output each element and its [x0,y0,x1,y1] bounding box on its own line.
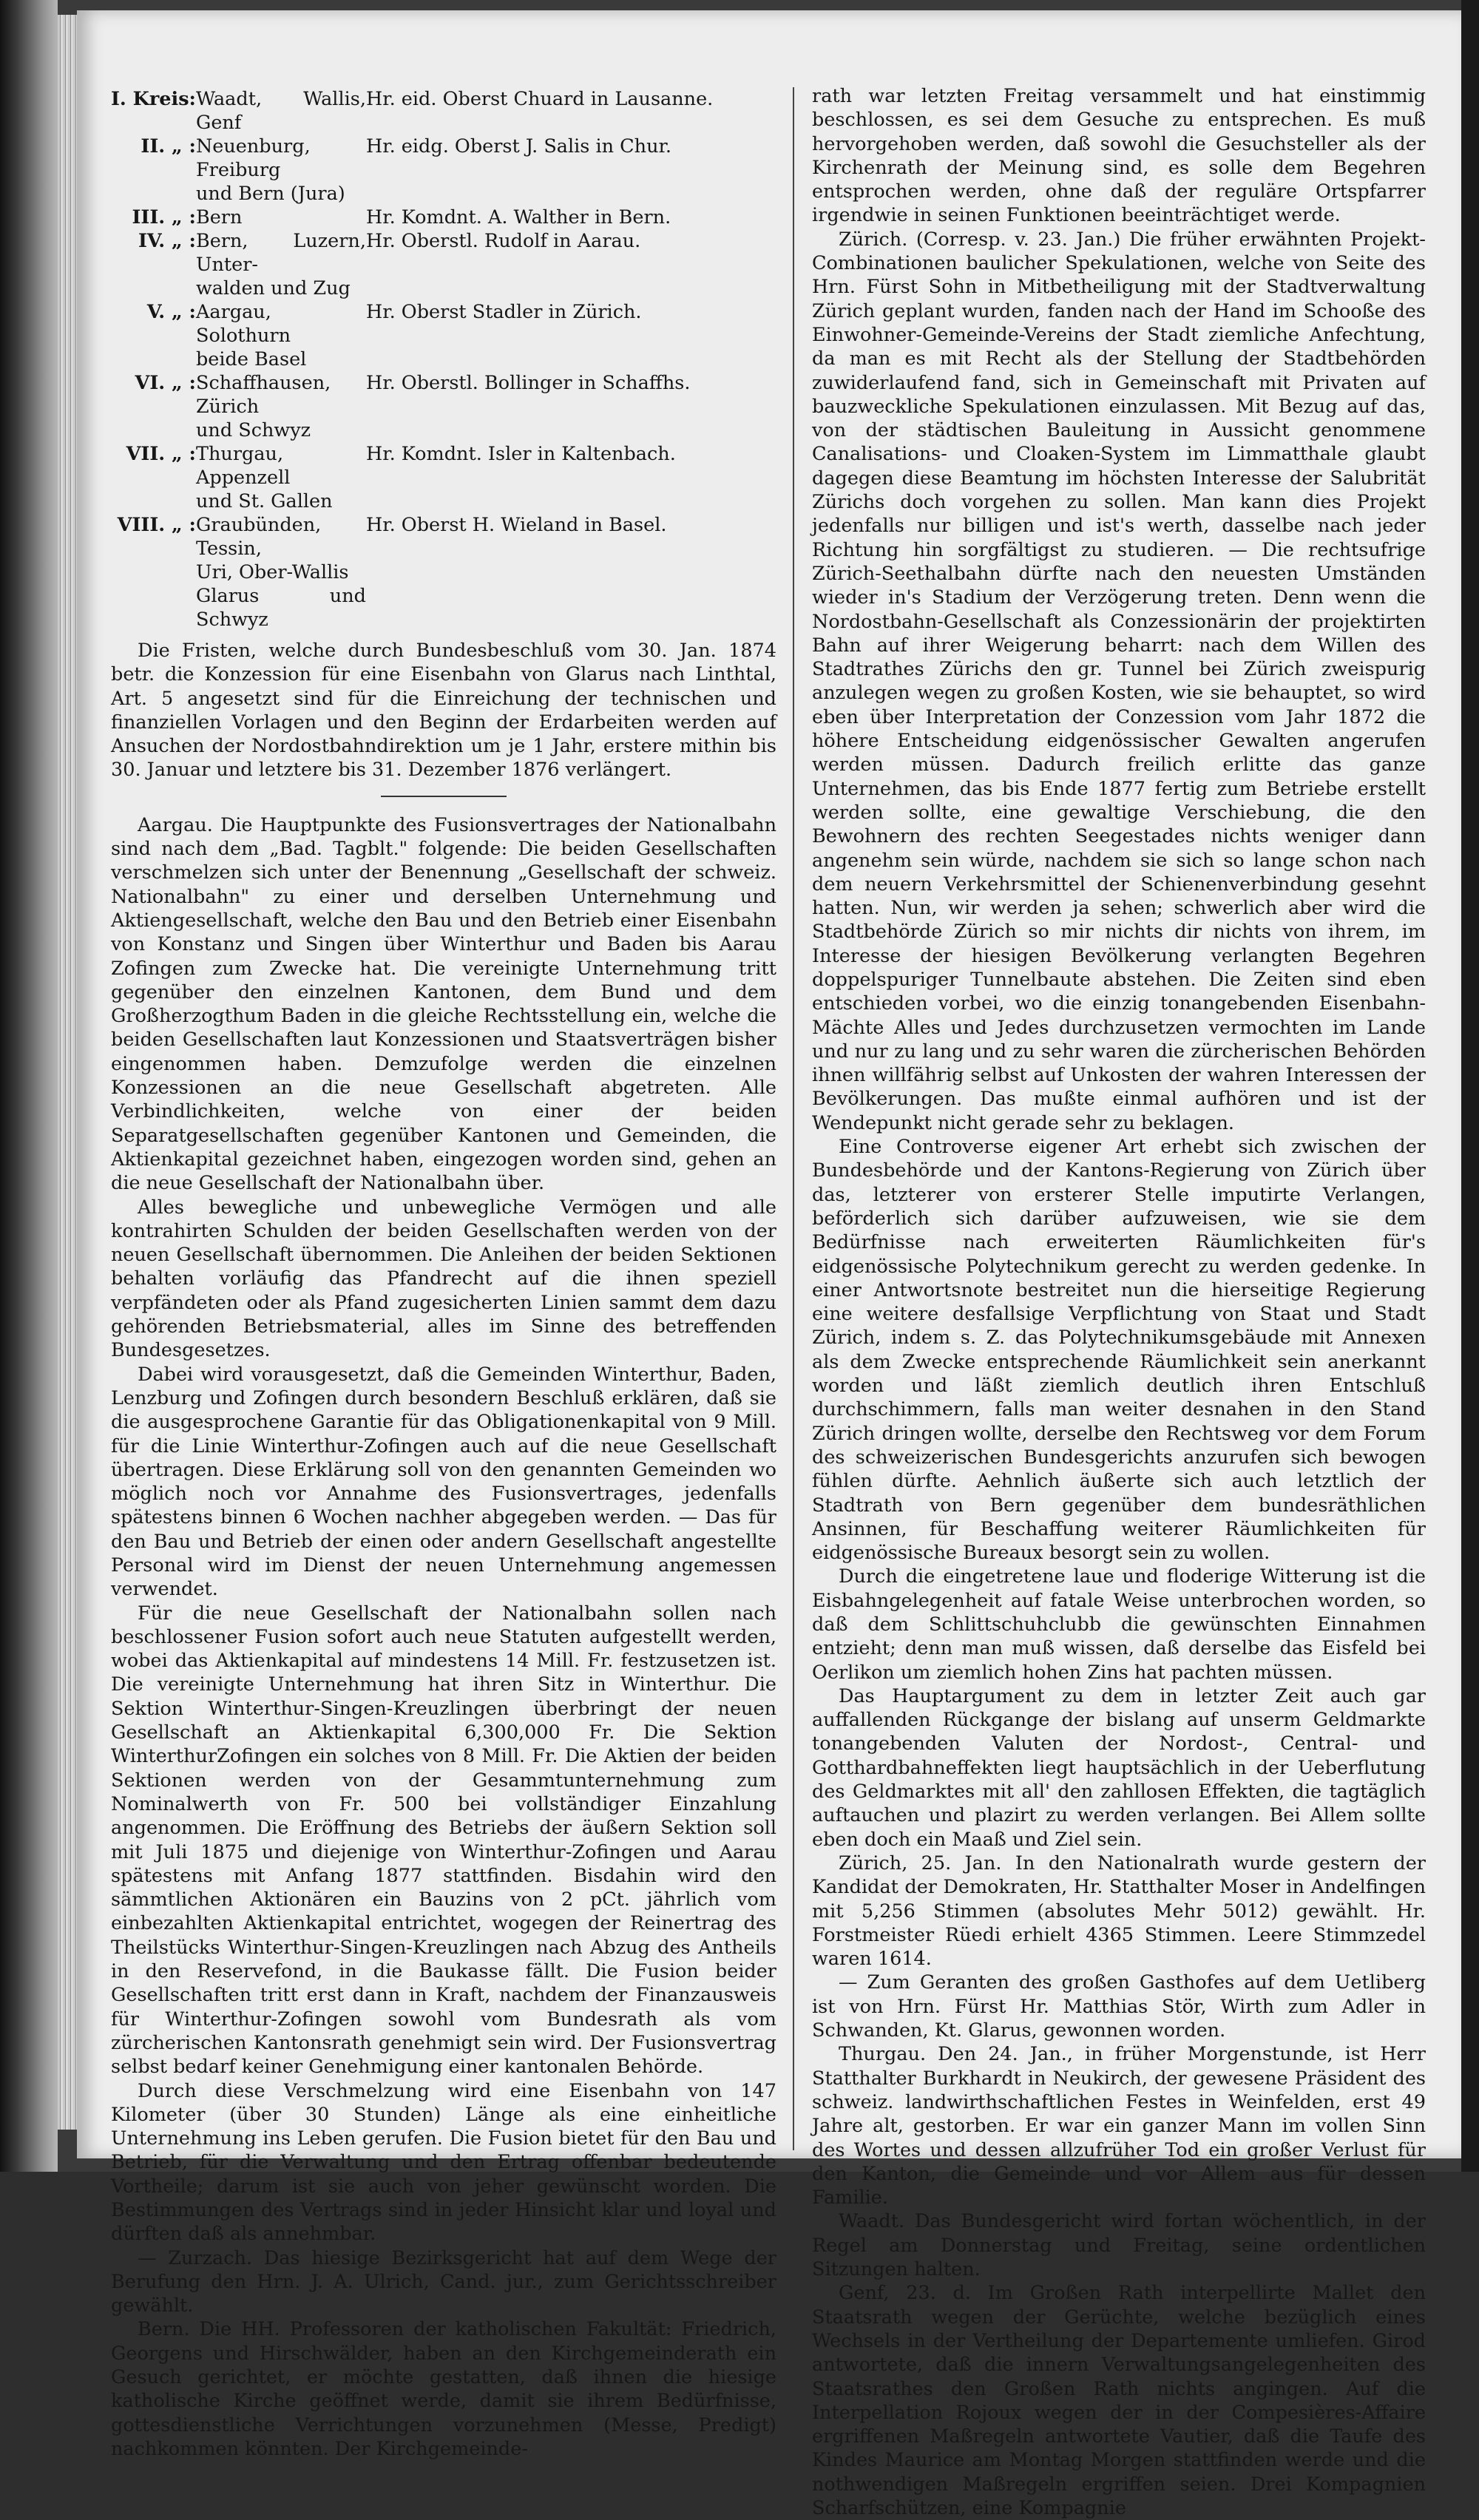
kreis-row [111,87,776,135]
article-paragraph: rath war letzten Freitag versammelt und hat einstimmig beschlossen, es sei dem Gesuche zu entsprechen. Es muß hervorgehoben werden, daß sowohl die Gesuchsteller als der Kirchenrath der Meinung sind, es solle dem Begehren entsprochen werden, ohne daß der reguläre Ortspfarrer irgendwie in seinen Funktionen beeinträchtiget werde. [812,85,1426,227]
kreis-row [111,206,776,229]
left-column [111,87,776,2461]
article-paragraph: Zürich. (Corresp. v. 23. Jan.) Die früher erwähnten Projekt-Combinationen baulicher Spekulationen, welche von Seite des Hrn. Fürst Sohn in Mitbetheiligung mit der Stadtverwaltung Zürich geplant wurden, fanden nach der Hand im Schooße des Einwohner-Gemeinde-Vereins der Stadt ziemliche Anfechtung, da man es mit Recht als der Stellung der Stadtbehörden zuwiderlaufend fand, sich in Gemeinschaft mit Privaten auf bauzweckliche Spekulationen einzulassen. Mit Bezug auf das, von der städtischen Bauleitung in Aussicht genommene Canalisations- und Cloaken-System im Limmatthale glaubt dagegen diese Beamtung im höchsten Interesse der Salubrität Zürichs doch vorgehen zu sollen. Man kann dies Projekt jedenfalls nur billigen und ist's werth, dasselbe nach jeder Richtung hin sorgfältigst zu studieren. — Die rechtsufrige Zürich-Seethalbahn dürfte nach den neuesten Umständen wieder in's Stadium der Verzögerung treten. Denn wenn die Nordostbahn-Gesellschaft als Conzessionärin der projektirten Bahn auf ihrer Weigerung beharrt: nach dem Willen des Stadtrathes Zürichs den gr. Tunnel bei Zürich zweispurig anzulegen wegen zu großen Kosten, wie sie behauptet, so wird eben über Interpretation der Conzession vom Jahr 1872 die höhere Entscheidung eidgenössischer Gewalten angerufen werden müssen. Dadurch freilich erlitte das ganze Unternehmen, das bis Ende 1877 fertig zum Betriebe erstellt werden sollte, eine gewaltige Verschiebung, die den Bewohnern des rechten Seegestades nichts weniger dann angenehm sein würde, nachdem sie sich so lange schon nach dem neuern Verkehrsmittel der Schienenverbindung gesehnt hatten. Nun, wir werden ja sehen; schwerlich aber wird die Stadtbehörde Zürich so mir nichts dir nichts von ihrem, im Interesse der hiesigen Bevölkerung verlangten Begehren doppelspuriger Tunnelbaute abstehen. Die Zeiten sind eben entschieden vorbei, wo die einzig tonangebenden Eisenbahn-Mächte Alles und Jedes durchzusetzen vermochten im Lande und nur zu lang und zu sehr waren die zürcherischen Behörden ihnen willfährig selbst auf Unkosten der wahren Interessen der Bevölkerungen. Das mußte einmal aufhören und ist der Wendepunkt nicht gerade sehr zu beklagen. [812,228,1426,1134]
kreis-officer: Hr. eidg. Oberst J. Salis in Chur. [365,135,672,158]
article-paragraph: Für die neue Gesellschaft der Nationalbahn sollen nach beschlossener Fusion sofort auch neue Statuten aufgestellt werden, wobei das Aktienkapital auf mindestens 14 Mill. Fr. festzusetzen ist. Die vereinigte Unternehmung hat ihren Sitz in Winterthur. Die Sektion Winterthur-Singen-Kreuzlingen überbringt der neuen Gesellschaft an Aktienkapital 6,300,000 Fr. Die Sektion WinterthurZofingen ein solches von 8 Mill. Fr. Die Aktien der beiden Sektionen werden von der Gesammtunternehmung zum Nominalwerth von Fr. 500 bei vollständiger Einzahlung angenommen. Die Eröffnung des Betriebs der äußern Sektion soll mit Juli 1875 und diejenige von Winterthur-Zofingen und Aarau spätestens mit Anfang 1877 stattfinden. Bisdahin wird den sämmtlichen Aktionären ein Bauzins von 2 pCt. jährlich vom einbezahlten Aktienkapital entrichtet, wogegen der Reinertrag des Theilstücks Winterthur-Singen-Kreuzlingen nach Abzug des Antheils in den Reservefond, in die Baukasse fällt. Die Fusion beider Gesellschaften tritt erst dann in Kraft, nachdem der Finanzausweis für Winterthur-Zofingen sowohl vom Bundesrath als vom zürcherischen Kantonsrath genehmigt sein wird. Der Fusionsvertrag selbst bedarf keiner Genehmigung einer kantonalen Behörde. [111,1602,776,2079]
kreis-row [111,135,776,206]
article-paragraph: Waadt. Das Bundesgericht wird fortan wöchentlich, in der Regel am Donnerstag und Freitag, seine ordentlichen Sitzungen halten. [812,2210,1426,2281]
article-paragraph: Alles bewegliche und unbewegliche Vermögen und alle kontrahirten Schulden der beiden Gesellschaften werden von der neuen Gesellschaft übernommen. Die Anleihen der beiden Sektionen behalten vorläufig das Pfandrecht auf die ihnen speziell verpfändeten oder als Pfand zugesicherten Linien sammt dem dazu gehörenden Betriebsmaterial, alles im Sinne des betreffenden Bundesgesetzes. [111,1196,776,1362]
scan-right-edge [1461,0,1479,2172]
right-column [812,84,1426,2520]
kreis-row [111,300,776,371]
article-paragraph: Das Hauptargument zu dem in letzter Zeit auch gar auffallenden Rückgange der bislang auf unserm Geldmarkte tonangebenden Valuten der Nordost-, Central- und Gotthardbahneffekten liegt hauptsächlich in der Ueberflutung des Geldmarktes mit all' den zahllosen Effekten, die tagtäglich auftauchen und plazirt zu werden verlangen. Bei Allem sollte eben doch ein Maaß und Ziel sein. [812,1684,1426,1851]
article-paragraph: Durch die eingetretene laue und floderige Witterung ist die Eisbahngelegenheit auf fatale Weise unterbrochen worden, so daß dem Schlittschuhclubb die gewünschten Einnahmen entzieht; denn man muß wissen, daß derselbe das Eisfeld bei Oerlikon um ziemlich hohen Zins hat pachten müssen. [812,1565,1426,1684]
kreis-number: III. „ : [132,206,196,228]
kreis-number: I. Kreis: [111,88,196,110]
article-paragraph: Zürich, 25. Jan. In den Nationalrath wurde gestern der Kandidat der Demokraten, Hr. Statthalter Moser in Andelfingen mit 5,256 Stimmen (absolutes Mehr 5012) gewählt. Hr. Forstmeister Rüedi erhielt 4365 Stimmen. Leere Stimmzedel waren 1614. [812,1852,1426,1971]
kreis-region: Bern, Luzern, Unter- walden und Zug [195,230,366,299]
kreis-officer: Hr. Oberst H. Wieland in Basel. [365,514,667,536]
kreis-officer: Hr. Komdnt. Isler in Kaltenbach. [365,443,676,465]
kreis-number: II. „ : [141,135,196,158]
article-paragraph: Thurgau. Den 24. Jan., in früher Morgenstunde, ist Herr Statthalter Burkhardt in Neukirch, der gewesene Präsident des schweiz. landwirthschaftlichen Festes in Weinfelden, erst 49 Jahre alt, gestorben. Er war ein ganzer Mann im vollen Sinn des Wortes und dessen allzufrüher Tod ein großer Verlust für den Kanton, die Gemeinde und vor Allem aus für dessen Familie. [812,2043,1426,2209]
kreis-region: Graubünden, Tessin, Uri, Ober-Wallis Glarus und Schwyz [195,514,366,631]
kreis-region: Thurgau, Appenzell und St. Gallen [195,443,333,512]
kreis-region: Schaffhausen, Zürich und Schwyz [195,372,331,441]
article-paragraph: Genf, 23. d. Im Großen Rath interpellirte Mallet den Staatsrath wegen der Gerüchte, welche bezüglich eines Wechsels in der Vertheilung der Departemente umliefen. Girod antwortete, daß die innern Verwaltungsangelegenheiten des Staatsrathes den Großen Rath nichts angingen. Auf die Interpellation Rojoux wegen der in der Compesières-Affaire ergriffenen Maßregeln antwortete Vautier, daß die Taufe des Kindes Maurice am Montag Morgen stattfinden werde und die nothwendigen Maßregeln ergriffen seien. Drei Kompagnien Scharfschützen, eine Kompagnie [812,2282,1426,2519]
kreis-officer: Hr. Oberst Stadler in Zürich. [365,301,642,323]
article-paragraph: Aargau. Die Hauptpunkte des Fusionsvertrages der Nationalbahn sind nach dem „Bad. Tagblt." folgende: Die beiden Gesellschaften verschmelzen sich unter der Benennung „Gesellschaft der schweiz. Nationalbahn" zu einer und derselben Unternehmung und Aktiengesellschaft, welche den Bau und den Betrieb einer Eisenbahn von Konstanz und Singen über Winterthur und Baden bis Aarau Zofingen zum Zwecke hat. Die vereinigte Unternehmung tritt gegenüber den einzelnen Kantonen, dem Bund und dem Großherzogthum Baden in die gleiche Rechtsstellung ein, welche die beiden Gesellschaften laut Konzessionen und Staatsverträgen bisher eingenommen haben. Demzufolge werden die einzelnen Konzessionen an die neue Gesellschaft abgetreten. Alle Verbindlichkeiten, welche von einer der beiden Separatgesellschaften gegenüber Kantonen und Gemeinden, die Aktienkapital gezeichnet haben, eingezogen worden sind, gehen an die neue Gesellschaft der Nationalbahn über. [111,813,776,1195]
book-binding [0,0,58,2172]
kreis-officer: Hr. eid. Oberst Chuard in Lausanne. [365,88,714,110]
kreis-number: VI. „ : [135,372,196,394]
article-paragraph: Bern. Die HH. Professoren der katholischen Fakultät: Friedrich, Georgens und Hirschwälder, haben an den Kirchgemeinderath ein Gesuch gerichtet, er möchte gestatten, daß ihnen die hiesige katholische Kirche geöffnet werde, damit sie ihrem Bedürfnisse, gottesdienstliche Verrichtungen vorzunehmen (Messe, Predigt) nachkommen könnten. Der Kirchgemeinde- [111,2318,776,2460]
kreis-number: VIII. „ : [117,514,196,536]
kreis-region: Neuenburg, Freiburg und Bern (Jura) [195,135,345,205]
kreis-number: IV. „ : [138,230,196,252]
article-paragraph: — Zurzach. Das hiesige Bezirksgericht hat auf dem Wege der Berufung den Hrn. J. A. Ulrich, Cand. jur., zum Gerichtsschreiber gewählt. [111,2246,776,2317]
article-paragraph: Die Fristen, welche durch Bundesbeschluß vom 30. Jan. 1874 betr. die Konzession für eine Eisenbahn von Glarus nach Linthtal, Art. 5 angesetzt sind für die Einreichung der technischen und finanziellen Vorlagen und den Beginn der Erdarbeiten werden auf Ansuchen der Nordostbahndirektion um je 1 Jahr, erstere mithin bis 30. Januar und letztere bis 31. Dezember 1876 verlängert. [111,640,776,782]
kreis-region: Aargau, Solothurn beide Basel [195,301,307,370]
article-paragraph: Eine Controverse eigener Art erhebt sich zwischen der Bundesbehörde und der Kantons-Regierung von Zürich über das, letzterer von ersterer Stelle imputirte Verlangen, beförderlich sich darüber aufzuweisen, wie sie dem Bedürfnisse nach erweiterten Räumlichkeiten für's eidgenössische Polytechnikum gerecht zu werden gedenke. In einer Antwortsnote bestreitet nun die hierseitige Regierung eine weitere desfallsige Verpflichtung von Staat und Stadt Zürich, indem s. Z. das Polytechnikumsgebäude mit Annexen als dem Zwecke entsprechende Räumlichkeit sein anerkannt worden und läßt ziemlich deutlich ihren Entschluß durchschimmern, falls man weiter desnahen in den Stand Zürich dringen wollte, derselbe den Rechtsweg vor dem Forum des schweizerischen Bundesgerichts anzurufen sich bewogen fühlen dürfte. Aehnlich äußerte sich auch letztlich der Stadtrath von Bern gegenüber dem bundesräthlichen Ansinnen, für Beschaffung weiterer Räumlichkeiten für eidgenössische Bureaux besorgt sein zu wollen. [812,1136,1426,1565]
kreis-row [111,442,776,513]
kreis-table [111,87,776,631]
kreis-region: Waadt, Wallis, Genf [195,88,366,134]
column-divider [793,87,794,2150]
kreis-officer: Hr. Oberstl. Rudolf in Aarau. [365,230,641,252]
kreis-row [111,513,776,631]
kreis-number: VII. „ : [126,443,196,465]
kreis-officer: Hr. Komdnt. A. Walther in Bern. [365,206,671,228]
page-edges [58,15,77,2130]
kreis-row [111,229,776,300]
article-paragraph: Dabei wird vorausgesetzt, daß die Gemeinden Winterthur, Baden, Lenzburg und Zofingen durch besondern Beschluß erklären, daß sie die ausgesprochene Garantie für das Obligationenkapital von 9 Mill. für die Linie Winterthur-Zofingen auch auf die neue Gesellschaft übertragen. Diese Erklärung soll von den genannten Gemeinden wo möglich noch vor Annahme des Fusionsvertrages, jedenfalls spätestens binnen 6 Wochen nachher abgegeben werden. — Das für den Bau und Betrieb der einen oder andern Gesellschaft angestellte Personal wird im Dienst der neuen Unternehmung angemessen verwendet. [111,1363,776,1601]
section-separator [381,796,507,797]
kreis-row [111,371,776,442]
kreis-number: V. „ : [146,301,196,323]
article-paragraph: — Zum Geranten des großen Gasthofes auf dem Uetliberg ist von Hrn. Fürst Hr. Matthias Stör, Wirth zum Adler in Schwanden, Kt. Glarus, gewonnen worden. [812,1971,1426,2042]
article-paragraph: Durch diese Verschmelzung wird eine Eisenbahn von 147 Kilometer (über 30 Stunden) Länge als eine einheitliche Unternehmung ins Leben gerufen. Die Fusion bietet für den Bau und Betrieb, für die Verwaltung und den Ertrag offenbar bedeutende Vortheile; darum ist sie auch von jeher gewünscht worden. Die Bestimmungen des Vertrags sind in jeder Hinsicht klar und loyal und dürften daß als annehmbar. [111,2079,776,2246]
kreis-officer: Hr. Oberstl. Bollinger in Schaffhs. [365,372,691,394]
kreis-region: Bern [195,206,243,228]
